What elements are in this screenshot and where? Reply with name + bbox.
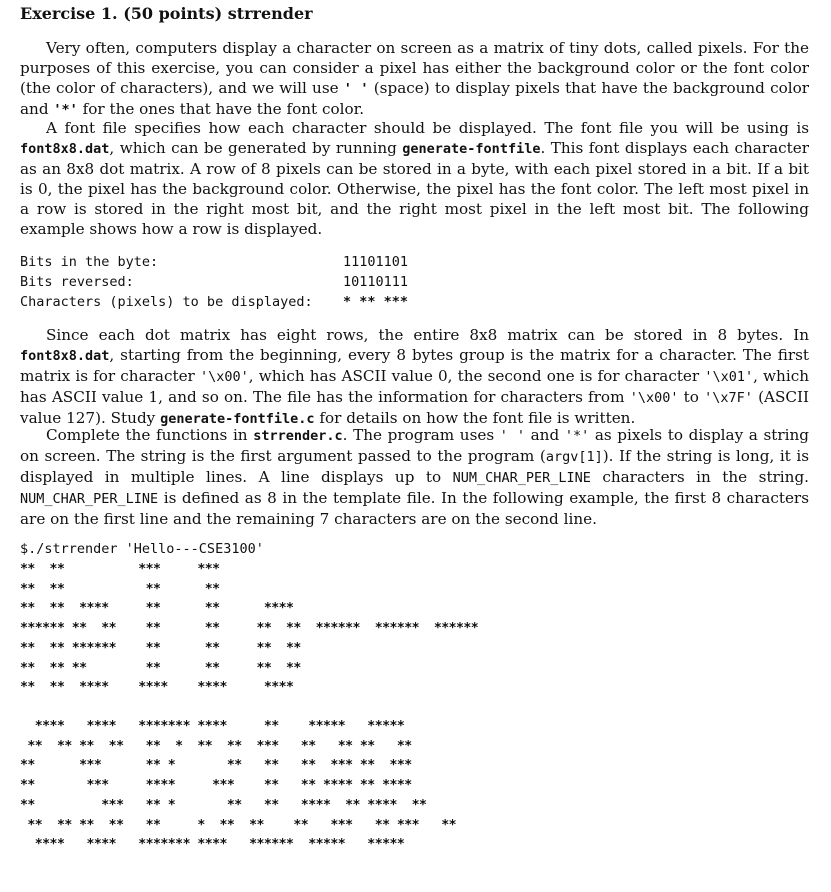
- bit-example-row: Characters (pixels) to be displayed: * ** ***: [20, 294, 409, 310]
- bit-example-row: Bits reversed: 10110111: [20, 274, 409, 290]
- bit-example-row: Bits in the byte: 11101101: [20, 254, 409, 270]
- paragraph-font-file: A font file specifies how each character should be displayed. The font file you will be using is font8x8.dat, which can be generated by running generate-fontfile. This font displays each character as an 8x8 dot matrix. A row of 8 pixels can be stored in a byte, with each pixel stored in a bit. If a bit is 0, the pixel has the background color. Otherwise, the pixel has the font color. The left most pixel in a row is stored in the right most bit, and the right most pixel in the left most bit. The following example shows how a row is displayed.: [20, 119, 809, 238]
- example-command: $./strrender 'Hello---CSE3100': [20, 541, 264, 557]
- paragraph-task: Complete the functions in strrender.c. The program uses ' ' and '*' as pixels to display a string on screen. The string is the first argument passed to the program (argv[1]). If the string is long, it is displayed in multiple lines. A line displays up to NUM_CHAR_PER_LINE characters in the string. NUM_CHAR_PER_LINE is defined as 8 in the template file. In the following example, the first 8 characters are on the first line and the remaining 7 characters are on the second line.: [20, 426, 810, 528]
- paragraph-matrix: Since each dot matrix has eight rows, the entire 8x8 matrix can be stored in 8 bytes. In font8x8.dat, starting from the beginning, every 8 bytes group is the matrix for a character. The first matrix is for character '\x00', which has ASCII value 0, the second one is for character '\x01', which has ASCII value 1, and so on. The file has the information for characters from '\x00' to '\x7F' (ASCII value 127). Study generate-fontfile.c for details on how the font file is written.: [20, 326, 810, 427]
- exercise-title: Exercise 1. (50 points) strrender: [20, 4, 313, 23]
- paragraph-pixels: Very often, computers display a character on screen as a matrix of tiny dots, called pixels. For the purposes of this exercise, you can consider a pixel has either the background color or the font color (the color of characters), and we will use ' ' (space) to display pixels that have the background color and '*' for the ones that have the font color.: [20, 39, 809, 118]
- rendered-output-line-2: **** **** ******* **** ** ***** ***** ** ** ** ** ** * ** ** *** ** ** ** ** ** *** ** * ** ** ** *** ** *** ** *** **** *** ** ** **** ** **** ** *** ** * ** ** **** ** **** ** ** ** ** ** ** * ** ** ** *** ** *** ** **** **** ******* **** ****** ***** *****: [20, 719, 456, 853]
- rendered-output-line-1: ** ** *** *** ** ** ** ** ** ** **** ** ** **** ****** ** ** ** ** ** ** ****** ****** ****** ** ** ****** ** ** ** ** ** ** ** ** ** ** ** ** ** **** **** **** ****: [20, 562, 479, 696]
- bit-example-table: [20, 252, 420, 312]
